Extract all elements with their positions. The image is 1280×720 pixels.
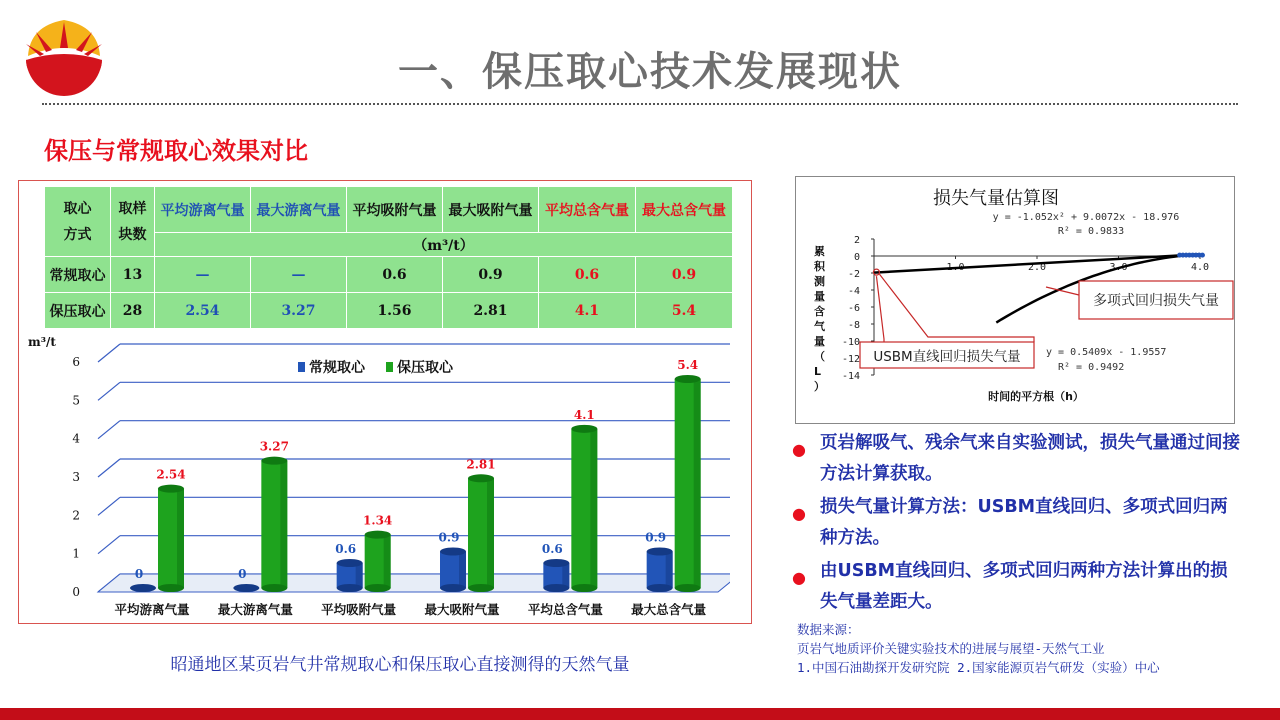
header-method: 取心 方式 [45, 187, 111, 257]
row-count: 13 [111, 257, 155, 293]
header-max-total: 最大总含气量 [636, 187, 733, 233]
bar-cap [468, 474, 494, 482]
gridline [98, 344, 120, 362]
data-label: 0.6 [335, 542, 357, 556]
table-cell: 0.6 [539, 257, 636, 293]
gridline [98, 459, 120, 477]
poly-equation: y = -1.052x² + 9.0072x - 18.976 [992, 212, 1180, 223]
table-cell: 0.6 [347, 257, 443, 293]
footer-bar [0, 708, 1280, 720]
annotation-leader [879, 274, 1034, 342]
gridline [98, 382, 120, 400]
linear-r2: R² = 0.9492 [1058, 362, 1125, 373]
x-tick-label: 平均吸附气量 [321, 602, 397, 617]
bar-base [543, 584, 569, 592]
table-cell: 5.4 [636, 293, 733, 329]
bar-shade [356, 563, 363, 588]
source-label: 数据来源： [797, 622, 860, 637]
bar-shade [590, 429, 597, 588]
data-label: 1.34 [363, 513, 393, 528]
y-tick-label: 0 [72, 585, 80, 599]
annotation-leader [876, 276, 884, 342]
data-label: 2.54 [156, 467, 186, 482]
y-tick-label: -4 [847, 286, 860, 297]
y-tick-label: 4 [72, 431, 80, 446]
y-tick-label: -10 [841, 337, 860, 348]
y-tick-label: 6 [72, 355, 80, 369]
bar-chart [20, 330, 730, 622]
gridline [98, 421, 120, 439]
data-label: 2.81 [466, 457, 496, 472]
header-avg-adsorbed: 平均吸附气量 [347, 187, 443, 233]
slide-title: 一、保压取心技术发展现状 [398, 49, 902, 95]
table-cell: 2.54 [155, 293, 251, 329]
table-cell: 0.9 [443, 257, 539, 293]
y-tick-label: -12 [841, 354, 860, 365]
y-axis-label: 累积测量含气量（ L ） [814, 245, 825, 393]
bar-shade [562, 563, 569, 588]
gridline [98, 497, 120, 515]
header-avg-total: 平均总含气量 [539, 187, 636, 233]
x-tick-label: 平均游离气量 [114, 602, 190, 617]
bullet-list [790, 428, 1240, 620]
bar-shade [177, 489, 184, 588]
bar-shade [459, 552, 466, 589]
header-max-adsorbed: 最大吸附气量 [443, 187, 539, 233]
legend-swatch [386, 362, 393, 372]
y-tick-label: -6 [847, 303, 860, 314]
bar-cap [365, 531, 391, 539]
bullet-dot-icon: ● [792, 568, 806, 587]
bar-shade [280, 461, 287, 588]
bar-base [158, 584, 184, 592]
bar-base [468, 584, 494, 592]
bullet-dot-icon: ● [792, 504, 806, 523]
table-cell: 4.1 [539, 293, 636, 329]
x-tick-label: 最大游离气量 [217, 602, 293, 617]
legend-label: 保压取心 [397, 360, 453, 376]
bar-cap [571, 425, 597, 433]
company-logo [22, 18, 106, 96]
usbm-annotation: USBM直线回归损失气量 [873, 349, 1021, 365]
bar-shade [487, 478, 494, 588]
bar-cap [675, 375, 701, 383]
y-tick-label: 2 [72, 508, 80, 523]
data-label: 0.6 [541, 542, 563, 556]
table-cell: — [251, 257, 347, 293]
y-tick-label: 1 [72, 546, 80, 561]
bar-cap [158, 485, 184, 493]
data-label: 0 [134, 567, 144, 581]
bar-base [675, 584, 701, 592]
data-label: 0.9 [645, 530, 667, 545]
bar-shade [384, 535, 391, 588]
data-label: 5.4 [677, 358, 699, 372]
bar-base [647, 584, 673, 592]
chart-caption: 昭通地区某页岩气井常规取心和保压取心直接测得的天然气量 [170, 655, 630, 675]
x-tick-label: 最大吸附气量 [424, 602, 500, 617]
source-line-2: 1.中国石油勘探开发研究院 2.国家能源页岩气研发（实验）中心 [797, 660, 1160, 675]
row-method: 常规取心 [45, 257, 111, 293]
y-tick-label: 3 [72, 470, 80, 484]
y-axis-unit: m³/t [28, 335, 56, 349]
comparison-table [44, 186, 732, 328]
poly-annotation: 多项式回归损失气量 [1093, 293, 1219, 309]
legend-label: 常规取心 [309, 360, 365, 376]
bullet-item [790, 428, 1240, 490]
bar-cap [543, 559, 569, 567]
header-unit: （m³/t） [155, 233, 733, 257]
row-method: 保压取心 [45, 293, 111, 329]
x-tick-label: 4.0 [1190, 262, 1210, 273]
data-point [1200, 253, 1205, 258]
bullet-text: 由USBM直线回归、多项式回归两种方法计算出的损失气量差距大。 [820, 561, 1228, 612]
loss-gas-chart [796, 177, 1234, 423]
legend-swatch [298, 362, 305, 372]
x-tick-label: 3.0 [1109, 262, 1128, 273]
y-tick-label: -14 [841, 371, 860, 382]
table-cell: 0.9 [636, 257, 733, 293]
y-tick-label: 5 [72, 393, 80, 408]
data-source [797, 620, 1160, 677]
x-tick-label: 最大总含气量 [631, 602, 707, 617]
bullet-item [790, 492, 1240, 554]
poly-r2: R² = 0.9833 [1057, 226, 1125, 237]
loss-gas-chart-panel [795, 176, 1235, 424]
table-cell: 3.27 [251, 293, 347, 329]
y-tick-label: 2 [853, 235, 860, 246]
bar-cap [337, 559, 363, 567]
chart-title: 损失气量估算图 [933, 188, 1059, 209]
row-count: 28 [111, 293, 155, 329]
bar-base [233, 584, 259, 592]
table-cell: — [155, 257, 251, 293]
bar-cap [261, 457, 287, 465]
bar-cap [647, 548, 673, 556]
header-count: 取样 块数 [111, 187, 155, 257]
y-tick-label: -8 [847, 320, 860, 331]
bullet-item [790, 556, 1240, 618]
bar-cap [440, 548, 466, 556]
bar-base [337, 584, 363, 592]
y-tick-label: -2 [847, 269, 860, 280]
bullet-text: 损失气量计算方法：USBM直线回归、多项式回归两种方法。 [820, 497, 1228, 548]
bar-base [440, 584, 466, 592]
data-label: 4.1 [573, 407, 595, 422]
source-line-1: 页岩气地质评价关键实验技术的进展与展望-天然气工业 [797, 641, 1105, 656]
bar-base [261, 584, 287, 592]
bar-shade [694, 379, 701, 588]
linear-equation: y = 0.5409x - 1.9557 [1046, 347, 1167, 358]
table-cell: 2.81 [443, 293, 539, 329]
table-cell: 1.56 [347, 293, 443, 329]
bullet-dot-icon: ● [792, 440, 806, 459]
header-max-free: 最大游离气量 [251, 187, 347, 233]
chart-floor [98, 574, 730, 592]
section-subtitle: 保压与常规取心效果对比 [44, 137, 308, 165]
data-label: 0.9 [438, 530, 460, 545]
title-divider [42, 103, 1238, 105]
x-tick-label: 2.0 [1027, 262, 1047, 273]
x-axis-label: 时间的平方根（h） [988, 390, 1084, 403]
data-label: 0 [238, 567, 247, 581]
bar-base [130, 584, 156, 592]
y-tick-label: 0 [853, 252, 860, 263]
bullet-text: 页岩解吸气、残余气来自实验测试，损失气量通过间接方法计算获取。 [820, 433, 1240, 484]
header-avg-free: 平均游离气量 [155, 187, 251, 233]
data-label: 3.27 [259, 439, 289, 454]
bar-base [365, 584, 391, 592]
gridline [98, 536, 120, 554]
bar-base [571, 584, 597, 592]
bar-shade [666, 552, 673, 589]
x-tick-label: 平均总含气量 [527, 602, 603, 617]
